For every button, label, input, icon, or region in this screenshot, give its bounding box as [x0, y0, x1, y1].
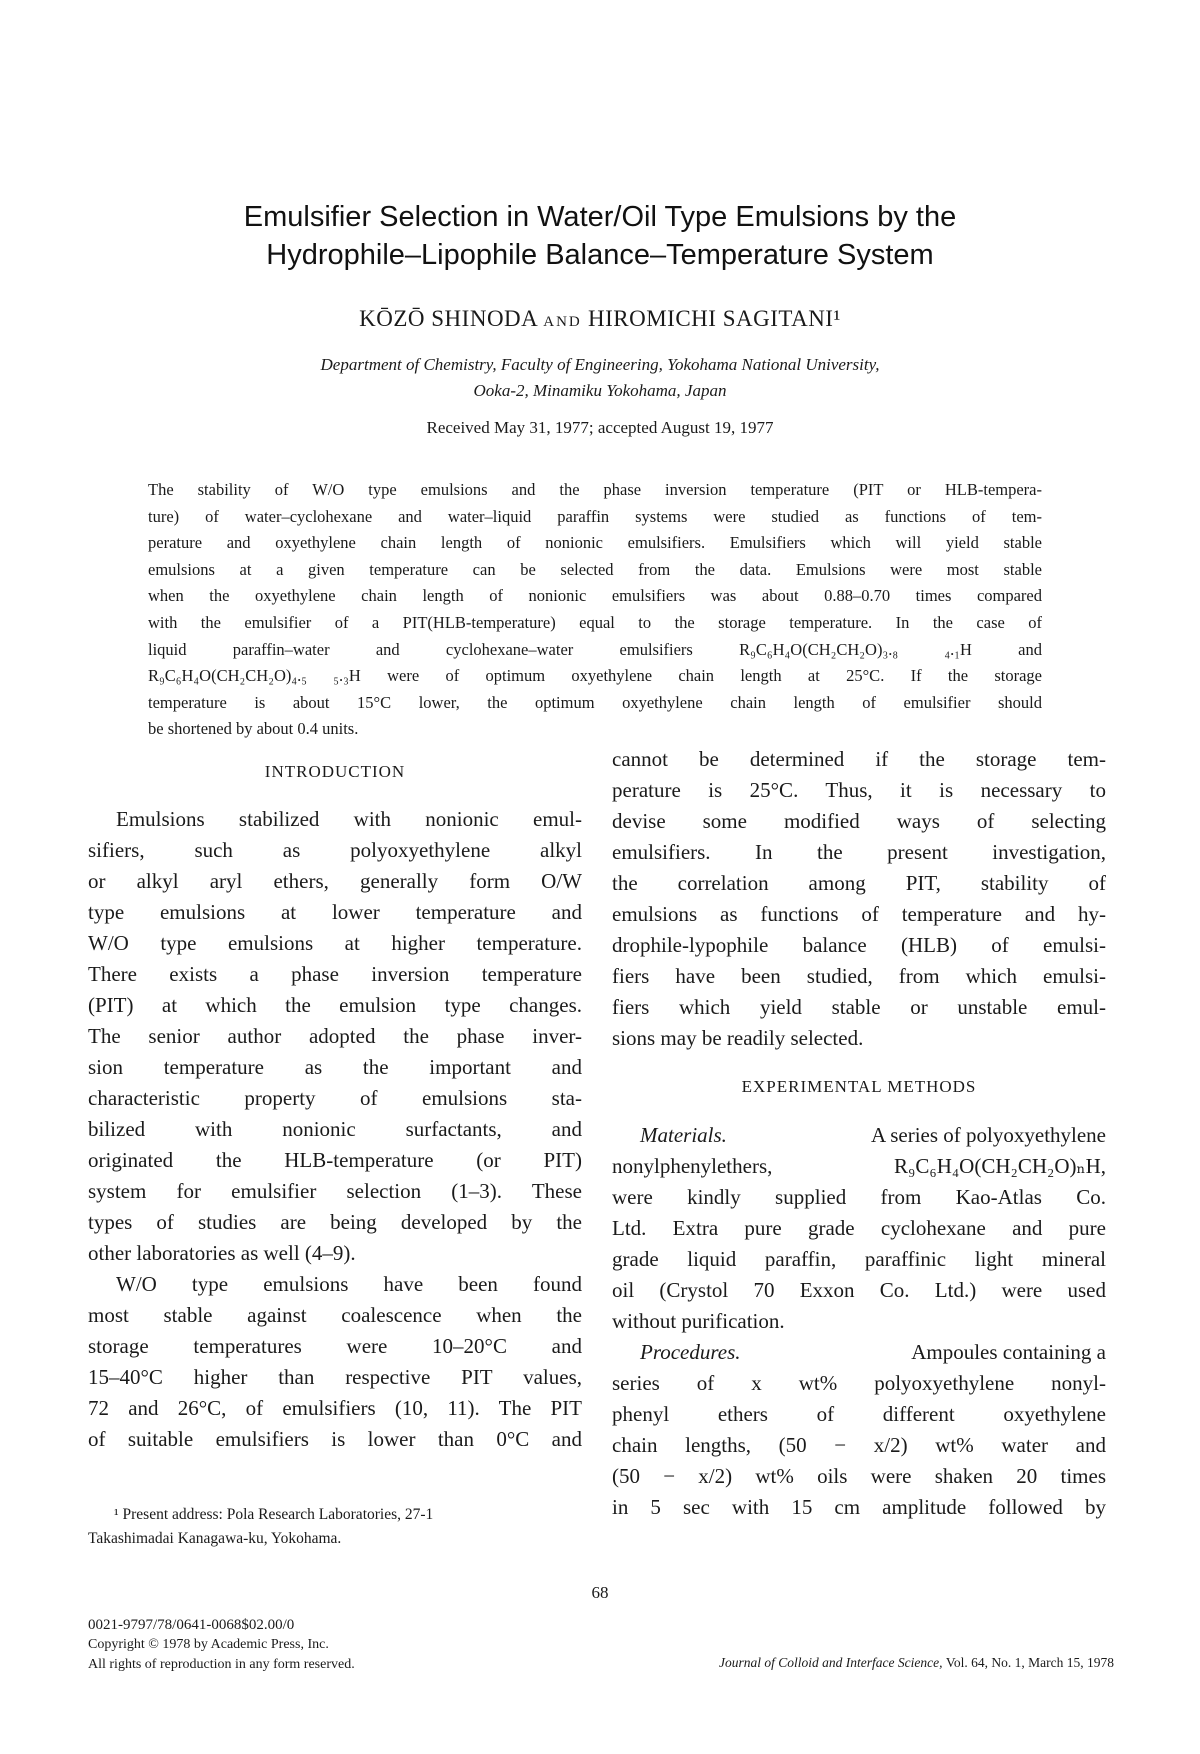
- affiliation-line-1: Department of Chemistry, Faculty of Engineering, Yokohama National University,: [320, 355, 880, 374]
- paragraph-line: drophile-lypophile balance (HLB) of emulsi-: [612, 933, 1106, 957]
- paragraph-line: sion temperature as the important and: [88, 1055, 582, 1079]
- paragraph-line: Ltd. Extra pure grade cyclohexane and pure: [612, 1216, 1106, 1240]
- paragraph-line: series of x wt% polyoxyethylene nonyl-: [612, 1371, 1106, 1395]
- footnote: [88, 1503, 582, 1551]
- paragraph-line: W/O type emulsions have been found: [116, 1272, 582, 1296]
- paragraph-line: 15–40°C higher than respective PIT values,: [88, 1365, 582, 1389]
- paragraph-line: in 5 sec with 15 cm amplitude followed by: [612, 1495, 1106, 1519]
- paragraph-line: of suitable emulsifiers is lower than 0°C and: [88, 1427, 582, 1451]
- paragraph-line: [612, 1120, 1106, 1151]
- paragraph-line: 72 and 26°C, of emulsifiers (10, 11). The PIT: [88, 1396, 582, 1420]
- author-first: KŌZŌ SHINODA: [359, 306, 538, 331]
- paragraph-line: characteristic property of emulsions sta-: [88, 1086, 582, 1110]
- article-code: 0021-9797/78/0641-0068$02.00/0: [88, 1617, 295, 1633]
- abstract-line: be shortened by about 0.4 units.: [148, 719, 359, 739]
- paragraph-line: emulsions as functions of temperature and hy-: [612, 902, 1106, 926]
- paragraph-line: sifiers, such as polyoxyethylene alkyl: [88, 838, 582, 862]
- materials-line-first: A series of polyoxyethylene: [870, 1123, 1106, 1147]
- title-line-2: Hydrophile–Lipophile Balance–Temperature System: [266, 239, 934, 271]
- paragraph-line: chain lengths, (50 − x/2) wt% water and: [612, 1433, 1106, 1457]
- intro-paragraph-2: [88, 1269, 582, 1455]
- author-and: AND: [543, 314, 582, 330]
- paragraph-line: devise some modified ways of selecting: [612, 809, 1106, 833]
- paragraph-line: bilized with nonionic surfactants, and: [88, 1117, 582, 1141]
- paragraph-line: nonylphenylethers, R₉C₆H₄O(CH₂CH₂O)ₙH,: [612, 1154, 1106, 1178]
- paragraph-line: perature is 25°C. Thus, it is necessary to: [612, 778, 1106, 802]
- introduction-heading: INTRODUCTION: [264, 762, 406, 781]
- paragraph-line: Emulsions stabilized with nonionic emul-: [116, 807, 582, 831]
- paragraph-line: were kindly supplied from Kao-Atlas Co.: [612, 1185, 1106, 1209]
- right-column: [612, 744, 1106, 1523]
- abstract: [148, 477, 1042, 743]
- paragraph-line: grade liquid paraffin, paraffinic light mineral: [612, 1247, 1106, 1271]
- article-title: [90, 198, 1110, 274]
- received-date: Received May 31, 1977; accepted August 19, 1977: [426, 418, 774, 437]
- materials-label: Materials.: [640, 1123, 727, 1147]
- paragraph-line: oil (Crystol 70 Exxon Co. Ltd.) were used: [612, 1278, 1106, 1302]
- journal-volume: Vol. 64, No. 1, March 15, 1978: [945, 1655, 1114, 1670]
- materials-paragraph: [612, 1120, 1106, 1337]
- paragraph-line: fiers have been studied, from which emulsi-: [612, 964, 1106, 988]
- experimental-methods-heading: EXPERIMENTAL METHODS: [741, 1077, 977, 1096]
- paragraph-line: most stable against coalescence when the: [88, 1303, 582, 1327]
- paragraph-line: originated the HLB-temperature (or PIT): [88, 1148, 582, 1172]
- abstract-line: The stability of W/O type emulsions and the phase inversion temperature (PIT or HLB-tempera-: [148, 480, 1042, 499]
- paragraph-line: [612, 1337, 1106, 1368]
- paragraph-line: (50 − x/2) wt% oils were shaken 20 times: [612, 1464, 1106, 1488]
- abstract-line: R₉C₆H₄O(CH₂CH₂O)₄.₅ ₅.₃H were of optimum oxyethylene chain length at 25°C. If the storage: [148, 666, 1042, 686]
- paragraph-line: (PIT) at which the emulsion type changes.: [88, 993, 582, 1017]
- abstract-line: emulsions at a given temperature can be selected from the data. Emulsions were most stable: [148, 559, 1042, 579]
- left-column: [88, 762, 582, 1455]
- journal-citation: [719, 1655, 1114, 1671]
- author-second: HIROMICHI SAGITANI¹: [588, 306, 841, 331]
- rights: All rights of reproduction in any form reserved.: [88, 1657, 355, 1672]
- page-number: 68: [591, 1583, 609, 1602]
- paragraph-line: The senior author adopted the phase inver-: [88, 1024, 582, 1048]
- paragraph-line: sions may be readily selected.: [612, 1026, 864, 1050]
- abstract-line: perature and oxyethylene chain length of nonionic emulsifiers. Emulsifiers which will yield stable: [148, 533, 1042, 553]
- paragraph-line: types of studies are being developed by the: [88, 1210, 582, 1234]
- authors: [0, 306, 1200, 332]
- paragraph-line: or alkyl aryl ethers, generally form O/W: [88, 869, 582, 893]
- affiliation: [0, 352, 1200, 404]
- paragraph-line: fiers which yield stable or unstable emul-: [612, 995, 1106, 1019]
- paragraph-line: cannot be determined if the storage tem-: [612, 747, 1106, 771]
- paragraph-line: storage temperatures were 10–20°C and: [88, 1334, 582, 1358]
- title-line-1: Emulsifier Selection in Water/Oil Type Emulsions by the: [243, 201, 957, 233]
- procedures-label: Procedures.: [640, 1340, 741, 1364]
- paragraph-line: other laboratories as well (4–9).: [88, 1241, 356, 1265]
- affiliation-line-2: Ooka-2, Minamiku Yokohama, Japan: [473, 381, 727, 400]
- intro-paragraph-continued: [612, 744, 1106, 1054]
- paragraph-line: without purification.: [612, 1309, 785, 1333]
- paragraph-line: the correlation among PIT, stability of: [612, 871, 1106, 895]
- intro-paragraph-1: [88, 804, 582, 1269]
- publication-info: [88, 1615, 355, 1675]
- paragraph-line: type emulsions at lower temperature and: [88, 900, 582, 924]
- abstract-line: ture) of water–cyclohexane and water–liquid paraffin systems were studied as functions of tem-: [148, 506, 1042, 526]
- procedures-paragraph: [612, 1337, 1106, 1523]
- paragraph-line: emulsifiers. In the present investigation,: [612, 840, 1106, 864]
- abstract-line: temperature is about 15°C lower, the optimum oxyethylene chain length of emulsifier should: [148, 692, 1042, 712]
- paragraph-line: phenyl ethers of different oxyethylene: [612, 1402, 1106, 1426]
- copyright: Copyright © 1978 by Academic Press, Inc.: [88, 1637, 329, 1652]
- abstract-line: with the emulsifier of a PIT(HLB-temperature) equal to the storage temperature. In the case of: [148, 612, 1042, 632]
- journal-name: Journal of Colloid and Interface Science,: [719, 1655, 943, 1670]
- paragraph-line: system for emulsifier selection (1–3). These: [88, 1179, 582, 1203]
- footnote-line-2: Takashimadai Kanagawa-ku, Yokohama.: [88, 1530, 342, 1547]
- abstract-line: when the oxyethylene chain length of nonionic emulsifiers was about 0.88–0.70 times compared: [148, 586, 1042, 606]
- abstract-line: liquid paraffin–water and cyclohexane–water emulsifiers R₉C₆H₄O(CH₂CH₂O)₃.₈ ₄.₁H and: [148, 639, 1042, 659]
- paragraph-line: W/O type emulsions at higher temperature.: [88, 931, 582, 955]
- footnote-line-1: ¹ Present address: Pola Research Laboratories, 27-1: [114, 1506, 434, 1523]
- paragraph-line: There exists a phase inversion temperature: [88, 962, 582, 986]
- procedures-line-first: Ampoules containing a: [911, 1340, 1106, 1364]
